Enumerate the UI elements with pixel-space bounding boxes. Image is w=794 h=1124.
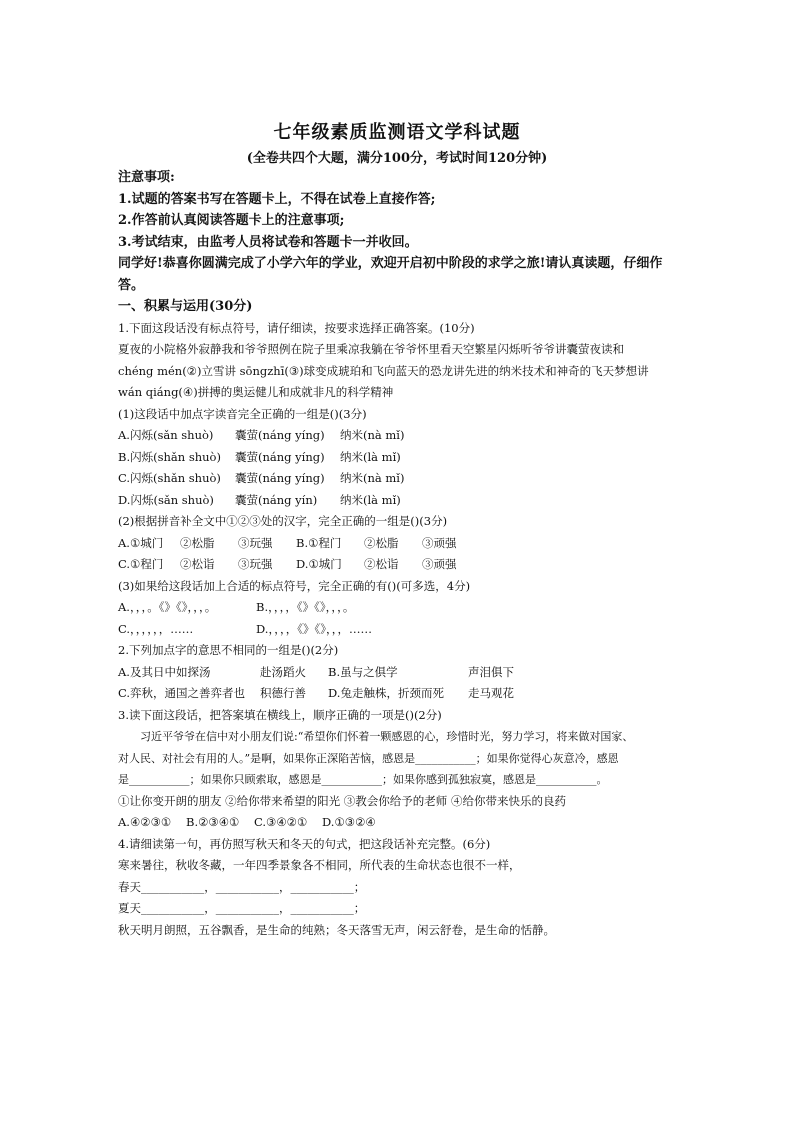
option-word: 纳米(là mǐ) xyxy=(340,492,401,507)
option-part: ②松诣 xyxy=(180,557,215,571)
question-4-stem: 4.请细读第一句，再仿照写秋天和冬天的句式，把这段话补充完整。(6分) xyxy=(118,836,491,851)
option-row xyxy=(118,447,678,469)
option-row xyxy=(118,683,678,705)
option-d: D.兔走触株，折颈而死 xyxy=(328,686,444,700)
ending-sentence: 秋天明月朗照，五谷飘香，是生命的纯熟；冬天落雪无声，闲云舒卷，是生命的恬静。 xyxy=(118,922,555,937)
sub-question-2: (2)根据拼音补全文中①②③处的汉字，完全正确的一组是()(3分) xyxy=(118,514,448,528)
option-part: ②松脂 xyxy=(180,535,215,550)
option-word: 声泪俱下 xyxy=(468,664,514,679)
option-b: B.，，，，《》《》，，，。 xyxy=(256,600,355,614)
option-word: 纳米(là mǐ) xyxy=(340,449,401,464)
option-row xyxy=(118,425,678,447)
option-d: D.①城门 xyxy=(296,557,342,571)
passage-line: wán qiáng(④)拼搏的奥运健儿和成就非凡的科学精神 xyxy=(118,385,394,399)
passage-line: 是___________；如果你只顾索取，感恩是___________；如果你感到孤独寂寞，感恩是___________。 xyxy=(118,773,608,786)
option-row xyxy=(118,468,678,490)
question-3-stem: 3.读下面这段话，把答案填在横线上，顺序正确的一项是()(2分) xyxy=(118,707,442,722)
choice-list: ①让你变开朗的朋友 ②给你带来希望的阳光 ③教会你给予的老师 ④给你带来快乐的良药 xyxy=(118,793,566,808)
option-part: ③玩强 xyxy=(238,535,273,550)
passage-line: 习近平爷爷在信中对小朋友们说:“希望你们怀着一颗感恩的心，珍惜时光，努力学习，将来做对国家、 xyxy=(140,730,634,743)
question-2-stem: 2.下列加点字的意思不相同的一组是()(2分) xyxy=(118,643,339,657)
lead-sentence: 寒来暑往，秋收冬藏，一年四季景象各不相同，所代表的生命状态也很不一样， xyxy=(118,858,521,872)
sub-question-3: (3)如果给这段话加上合适的标点符号，完全正确的有()(可多选，4分) xyxy=(118,578,471,593)
option-part: ③顽强 xyxy=(422,557,457,571)
option-c: C.，，，，，，…… xyxy=(118,621,194,636)
option-a: A.闪烁(sǎn shuò) xyxy=(118,428,214,442)
question-1-stem: 1.下面这段话没有标点符号，请仔细读，按要求选择正确答案。(10分) xyxy=(118,320,475,335)
option-word: 囊萤(náng yíng) xyxy=(235,471,325,485)
sub-question-1: (1)这段话中加点字读音完全正确的一组是()(3分) xyxy=(118,406,367,421)
option-b: B.虽与之俱学 xyxy=(328,664,398,679)
option-d: D.闪烁(sǎn shuò) xyxy=(118,492,214,507)
option-a: A.，，，。《》《》，，，。 xyxy=(118,600,217,614)
page-title: 七年级素质监测语文学科试题 xyxy=(273,122,521,143)
notice-item: 3.考试结束，由监考人员将试卷和答题卡一并收回。 xyxy=(118,234,418,250)
option-word: 囊萤(náng yíng) xyxy=(235,449,325,464)
option-d: D.，，，，《》《》，，，…… xyxy=(256,621,372,636)
option-c: C.闪烁(shǎn shuò) xyxy=(118,471,221,485)
summer-blank: 夏天___________，___________，___________； xyxy=(118,901,366,915)
notice-heading: 注意事项: xyxy=(118,170,175,185)
exam-content xyxy=(118,167,678,941)
option-row xyxy=(118,490,678,512)
option-word: 囊萤(náng yíng) xyxy=(235,428,325,442)
option-row xyxy=(118,662,678,684)
option-word: 囊萤(náng yín) xyxy=(235,492,318,507)
passage-line: chéng mén(②)立雪讲 sōngzhī(③)球变成琥珀和飞向蓝天的恐龙讲先进的纳米技术和神奇的飞天梦想讲 xyxy=(118,363,649,378)
option-word: 赴汤蹈火 xyxy=(260,664,306,679)
option-part: ③玩强 xyxy=(238,557,273,571)
section-heading: 一、积累与运用(30分) xyxy=(118,299,253,314)
passage-line: 夏夜的小院格外寂静我和爷爷照例在院子里乘凉我躺在爷爷怀里看天空繁星闪烁听爷爷讲囊萤夜读和 xyxy=(118,342,624,356)
option-row xyxy=(118,554,678,576)
passage-line: 对人民、对社会有用的人。”是啊，如果你正深陷苦恼，感恩是___________；如果你觉得心灰意冷，感恩 xyxy=(118,751,619,765)
option-c: C.弈秋，通国之善弈者也 xyxy=(118,686,246,700)
option-b: B.①程门 xyxy=(296,535,342,550)
option-c: C.③④②① xyxy=(254,815,308,829)
option-a: A.①城门 xyxy=(118,535,164,550)
notice-item: 1.试题的答案书写在答题卡上，不得在试卷上直接作答; xyxy=(118,191,436,207)
option-c: C.①程门 xyxy=(118,557,164,571)
option-word: 走马观花 xyxy=(468,686,514,700)
option-a: A.④②③① xyxy=(118,815,172,829)
option-row xyxy=(118,533,678,555)
option-row xyxy=(118,597,678,619)
option-word: 纳米(nà mǐ) xyxy=(340,471,405,485)
option-part: ③顽强 xyxy=(422,535,457,550)
notice-item: 2.作答前认真阅读答题卡上的注意事项; xyxy=(118,213,345,228)
greeting: 同学好!恭喜你圆满完成了小学六年的学业，欢迎开启初中阶段的求学之旅!请认真读题，仔细作答。 xyxy=(118,256,663,293)
option-part: ②松脂 xyxy=(364,535,399,550)
option-row xyxy=(118,619,678,641)
page-subtitle: (全卷共四个大题，满分100分，考试时间120分钟) xyxy=(246,151,548,166)
option-b: B.闪烁(shǎn shuò) xyxy=(118,449,221,464)
option-word: 纳米(nà mǐ) xyxy=(340,428,405,442)
option-word: 积德行善 xyxy=(260,686,306,700)
option-a: A.及其日中如探汤 xyxy=(118,664,211,679)
option-part: ②松诣 xyxy=(364,557,399,571)
option-b: B.②③④① xyxy=(186,815,240,829)
option-d: D.①③②④ xyxy=(322,815,376,829)
option-row xyxy=(118,812,678,834)
spring-blank: 春天___________，___________，___________； xyxy=(118,879,366,894)
